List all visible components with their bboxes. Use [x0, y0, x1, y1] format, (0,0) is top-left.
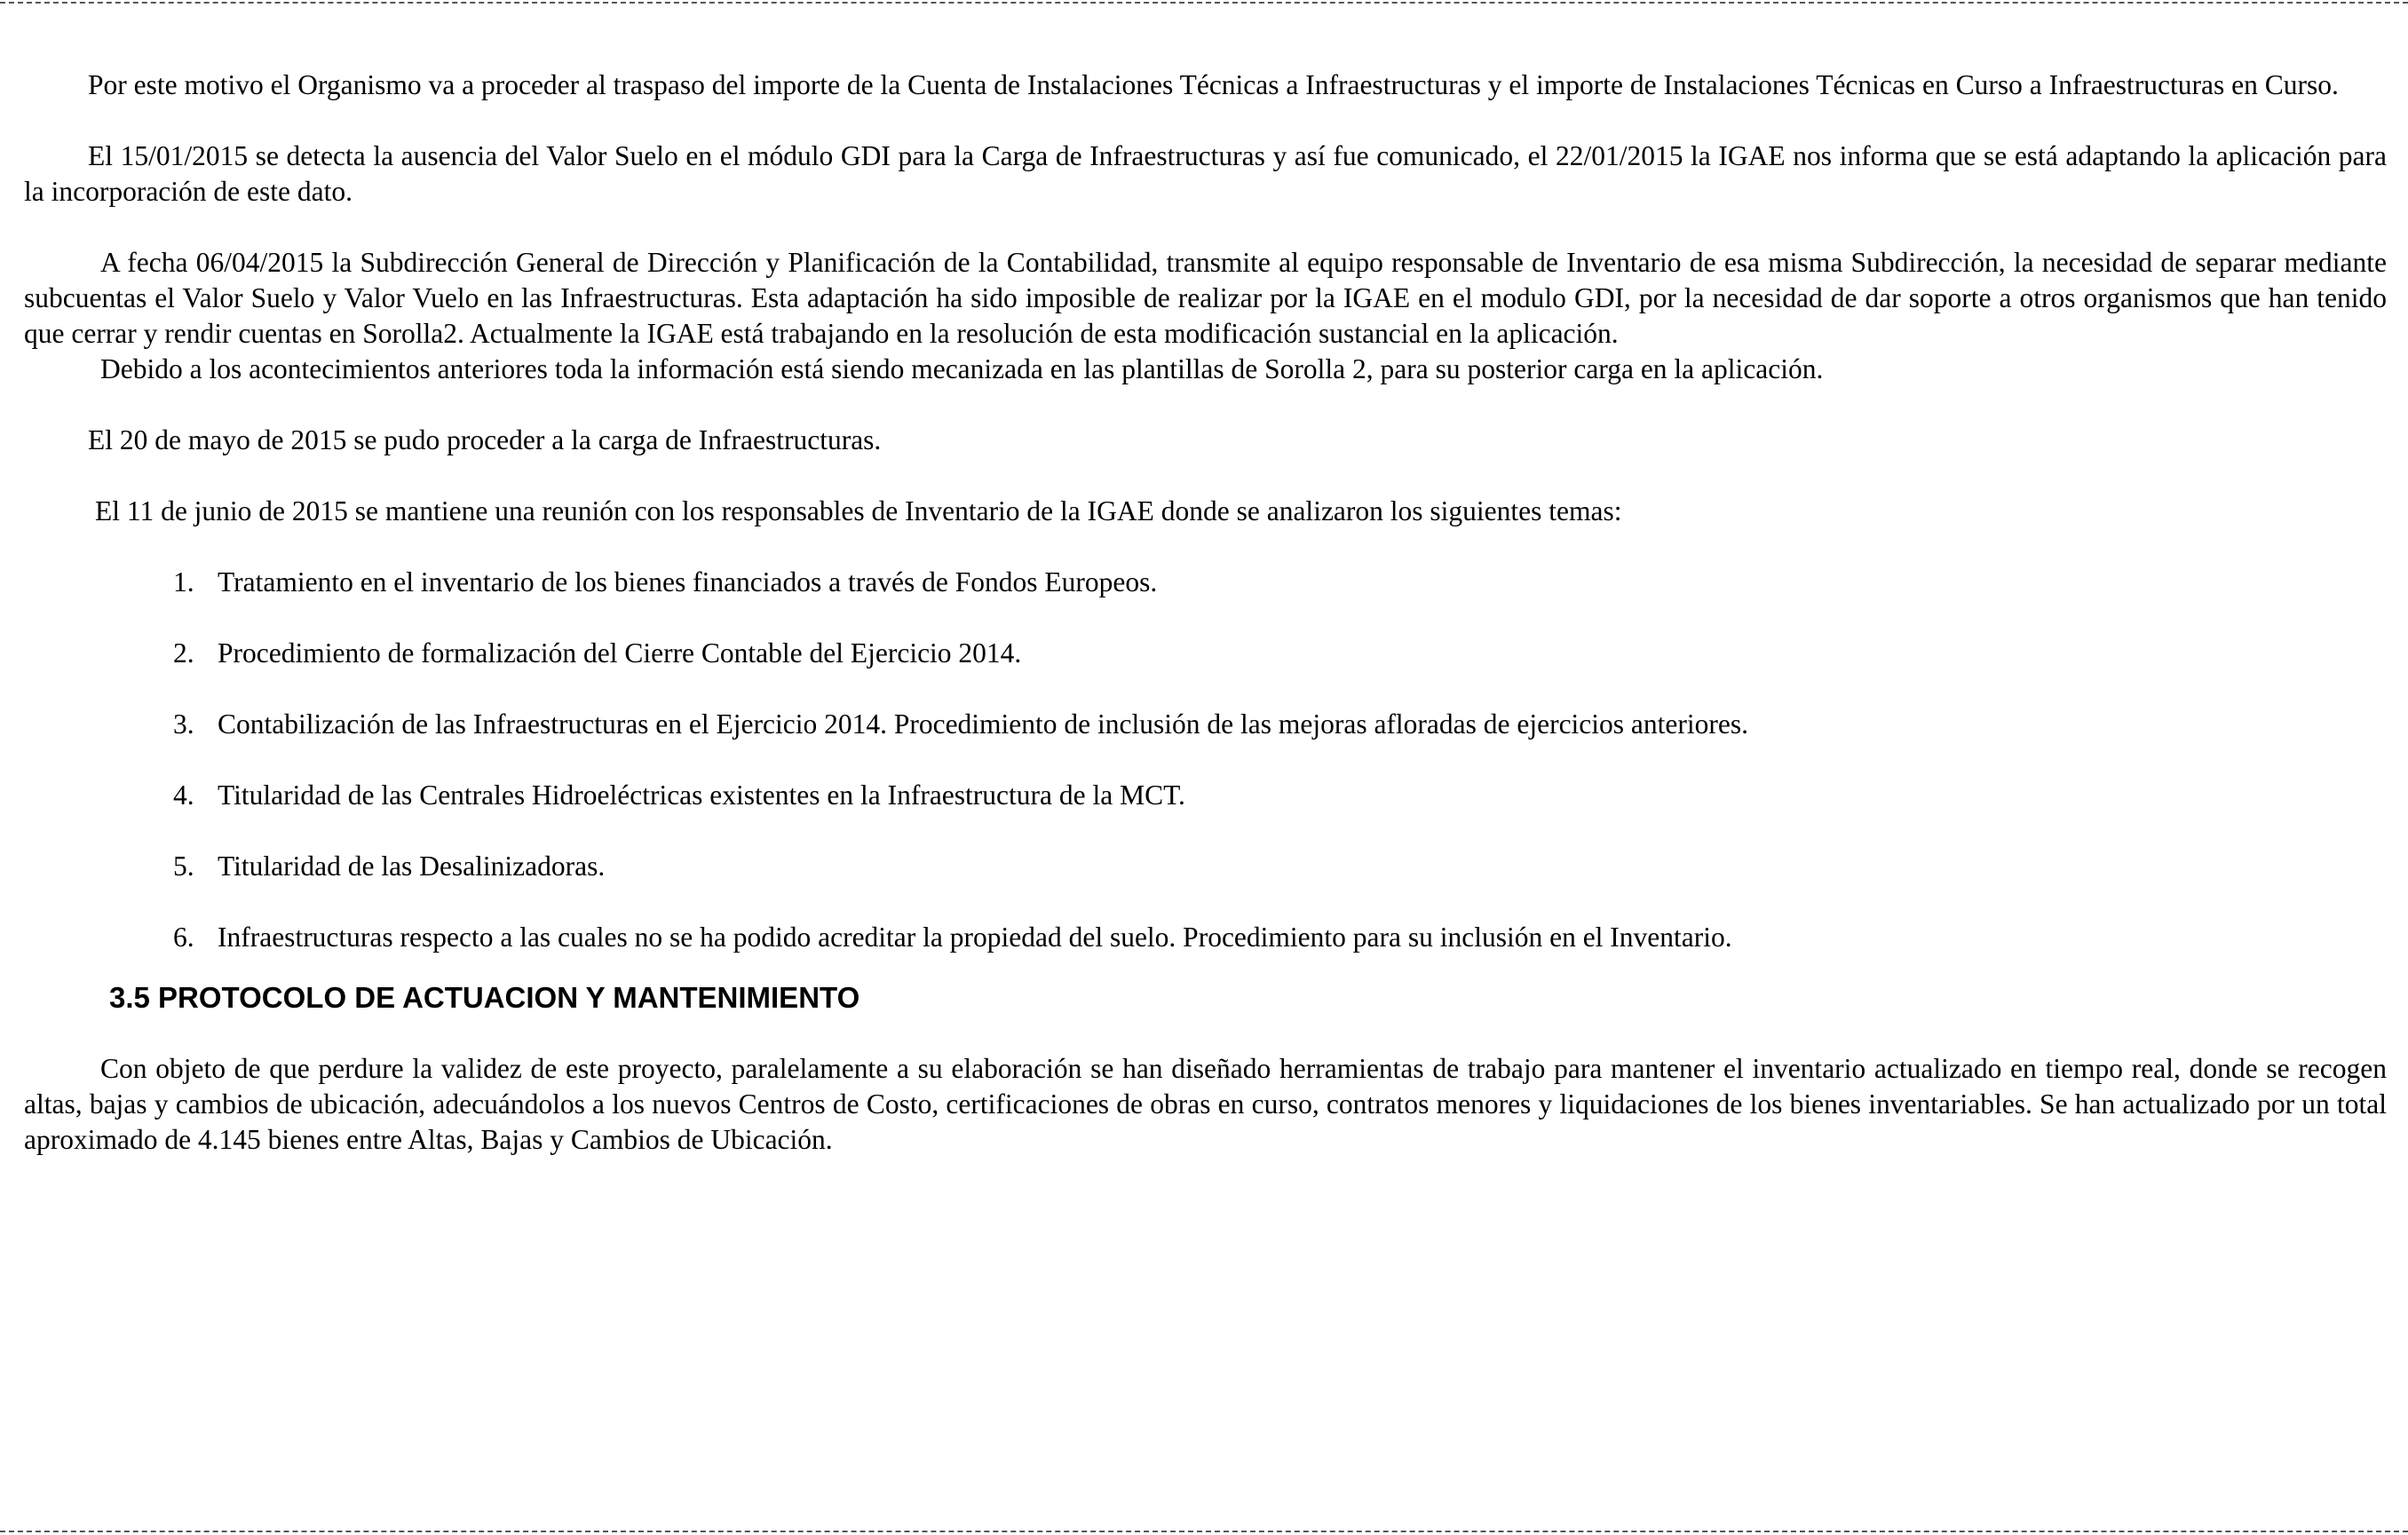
list-item: [24, 565, 2387, 600]
list-item-number: 1.: [173, 566, 194, 597]
paragraph-carga-infraestructuras: El 20 de mayo de 2015 se pudo proceder a la carga de Infraestructuras.: [88, 424, 882, 455]
list-item-number: 6.: [173, 922, 194, 953]
list-item-text: Contabilización de las Infraestructuras en el Ejercicio 2014. Procedimiento de inclusión de las mejoras afloradas de ejercicios anteriores.: [218, 708, 1748, 740]
topics-list: [24, 565, 2387, 955]
list-item: [24, 849, 2387, 884]
paragraph-reunion: El 11 de junio de 2015 se mantiene una reunión con los responsables de Inventario de la IGAE donde se analizaron los siguientes temas:: [95, 495, 1622, 526]
document-page: [24, 67, 2387, 1158]
list-item: [24, 636, 2387, 671]
list-item-text: Infraestructuras respecto a las cuales no se ha podido acreditar la propiedad del suelo. Procedimiento para su inclusión en el Inventario.: [218, 922, 1732, 953]
paragraph-subdireccion: A fecha 06/04/2015 la Subdirección General de Dirección y Planificación de la Contabilidad, transmite al equipo responsable de Inventario de esa misma Subdirección, la necesidad de separar mediante subcuentas el Valor Suelo y Valor Vuelo en las Infraestructuras. Esta adaptación ha sido imposible de realizar por la IGAE en el modulo GDI, por la necesidad de dar soporte a otros organismos que han tenido que cerrar y rendir cuentas en Sorolla2. Actualmente la IGAE está trabajando en la resolución de esta modificación sustancial en la aplicación.: [24, 247, 2387, 349]
list-item-number: 4.: [173, 779, 194, 811]
list-item-text: Titularidad de las Desalinizadoras.: [218, 851, 606, 882]
section-heading: 3.5 PROTOCOLO DE ACTUACION Y MANTENIMIENTO: [109, 981, 860, 1014]
list-item-text: Procedimiento de formalización del Cierre Contable del Ejercicio 2014.: [218, 637, 1022, 669]
top-dashed-rule: [0, 2, 2408, 4]
paragraph-acontecimientos: Debido a los acontecimientos anteriores toda la información está siendo mecanizada en las plantillas de Sorolla 2, para su posterior carga en la aplicación.: [100, 353, 1824, 384]
paragraph-valor-suelo: El 15/01/2015 se detecta la ausencia del Valor Suelo en el módulo GDI para la Carga de Infraestructuras y así fue comunicado, el 22/01/2015 la IGAE nos informa que se está adaptando la aplicación para la incorporación de este dato.: [24, 140, 2387, 207]
list-item: [24, 920, 2387, 955]
list-item-text: Titularidad de las Centrales Hidroeléctricas existentes en la Infraestructura de la MCT.: [218, 779, 1185, 811]
list-item: [24, 778, 2387, 813]
paragraph-traspaso: Por este motivo el Organismo va a proceder al traspaso del importe de la Cuenta de Instalaciones Técnicas a Infraestructuras y el importe de Instalaciones Técnicas en Curso a Infraestructuras en Curso.: [88, 69, 2339, 100]
paragraph-protocolo: Con objeto de que perdure la validez de este proyecto, paralelamente a su elaboración se han diseñado herramientas de trabajo para mantener el inventario actualizado en tiempo real, donde se recogen altas, bajas y cambios de ubicación, adecuándolos a los nuevos Centros de Costo, certificaciones de obras en curso, contratos menores y liquidaciones de los bienes inventariables. Se han actualizado por un total aproximado de 4.145 bienes entre Altas, Bajas y Cambios de Ubicación.: [24, 1053, 2387, 1155]
bottom-dashed-rule: [0, 1531, 2408, 1532]
list-item: [24, 707, 2387, 742]
list-item-number: 3.: [173, 708, 194, 740]
list-item-number: 2.: [173, 637, 194, 669]
list-item-number: 5.: [173, 851, 194, 882]
list-item-text: Tratamiento en el inventario de los bienes financiados a través de Fondos Europeos.: [218, 566, 1158, 597]
